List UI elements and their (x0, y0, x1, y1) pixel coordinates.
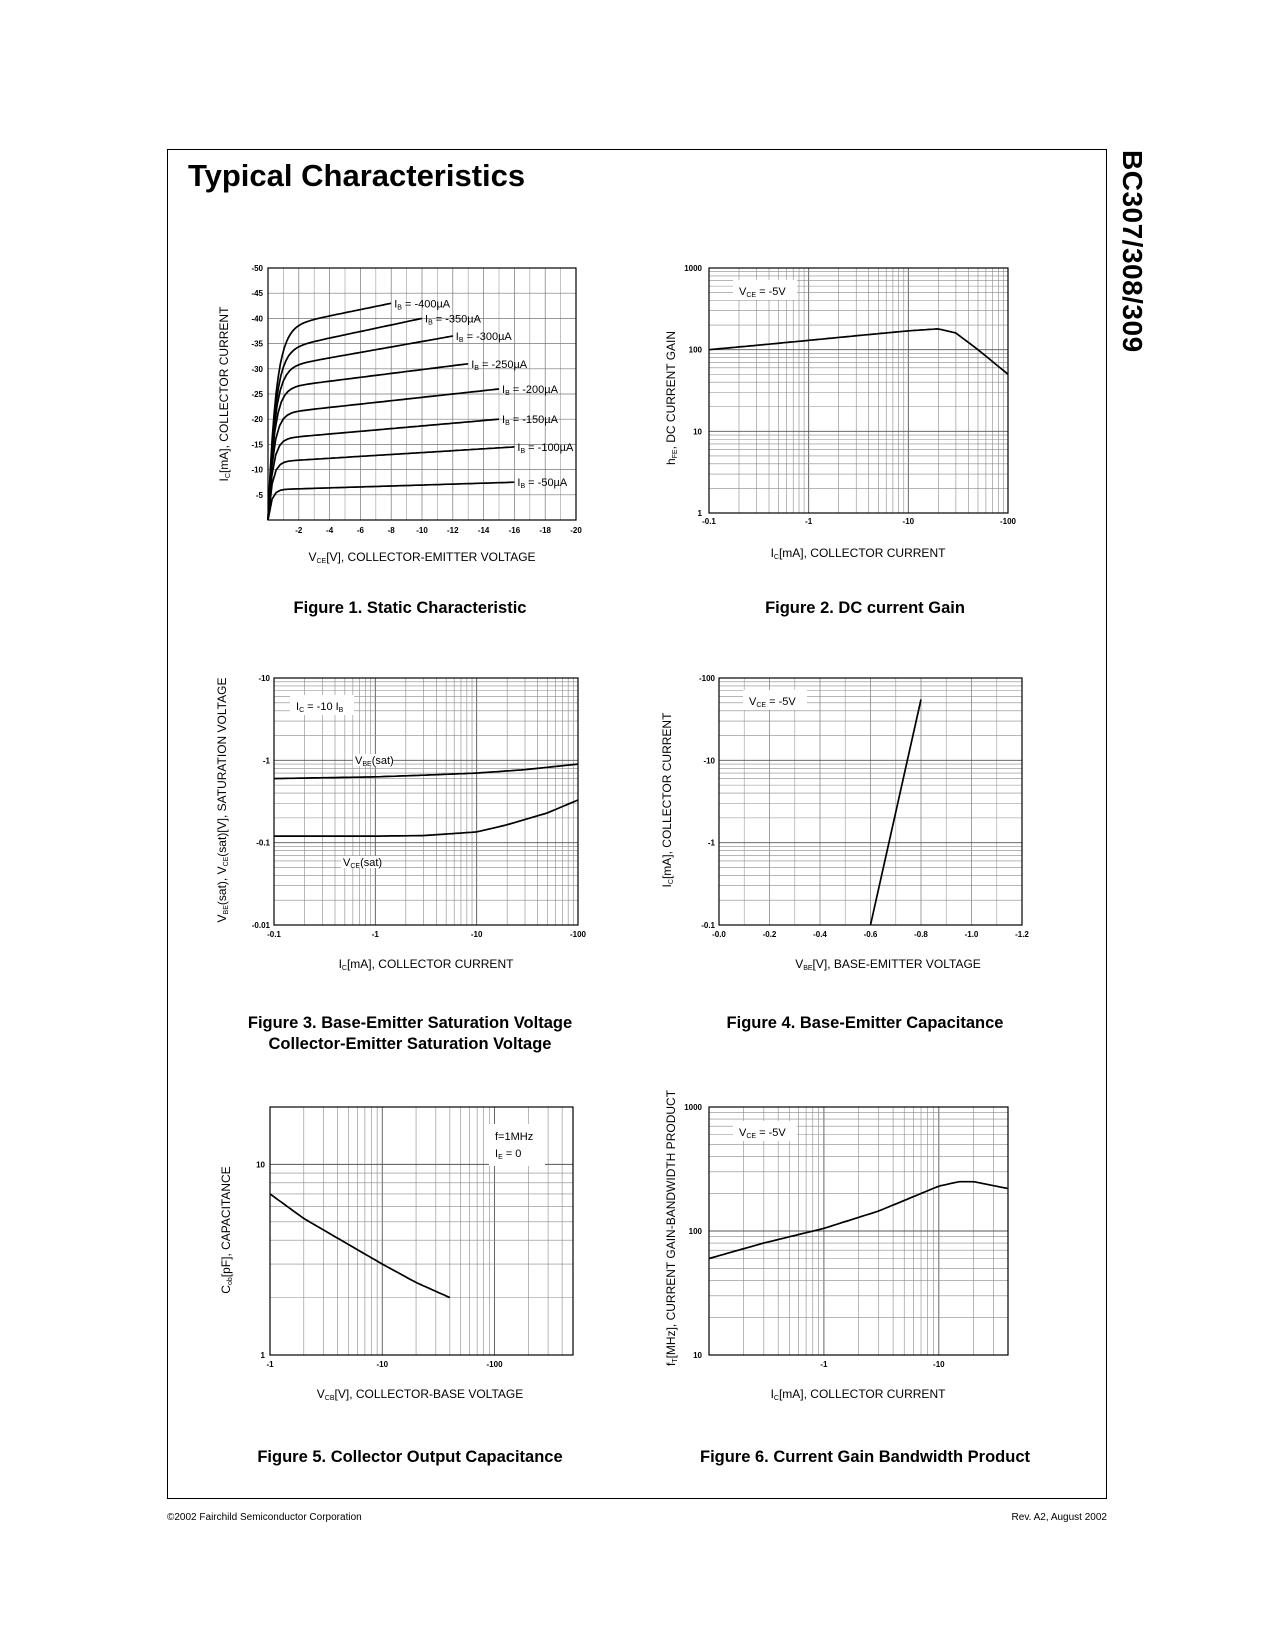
y-axis-label: VBE(sat), VCE(sat)[V], SATURATION VOLTAGE (215, 677, 230, 923)
x-tick-label: -0.6 (863, 930, 878, 939)
curve-label-ib: IB = -250µA (471, 358, 528, 372)
y-tick-label: -45 (251, 289, 263, 299)
x-tick-label: -2 (295, 526, 303, 535)
x-tick-label: -10 (902, 517, 915, 526)
curve-label-ib: IB = -200µA (502, 383, 558, 397)
footer-copyright: ©2002 Fairchild Semiconductor Corporation (167, 1512, 362, 1523)
x-tick-label: -14 (477, 526, 490, 535)
x-tick-label: -10 (376, 1360, 389, 1369)
x-tick-label: -100 (486, 1360, 503, 1369)
x-axis-label: IC[mA], COLLECTOR CURRENT (770, 1387, 946, 1402)
x-tick-label: -20 (570, 526, 582, 535)
y-tick-label: -15 (251, 440, 263, 450)
x-tick-label: -16 (508, 526, 521, 535)
y-tick-label: -1 (707, 838, 715, 848)
y-axis-label: Cob[pF], CAPACITANCE (219, 1166, 234, 1294)
y-tick-label: 10 (693, 1351, 702, 1360)
x-axis-label: IC[mA], COLLECTOR CURRENT (770, 546, 946, 561)
y-axis-label: fT[MHz], CURRENT GAIN-BANDWIDTH PRODUCT (664, 1089, 679, 1367)
x-tick-label: -4 (326, 526, 334, 535)
y-tick-label: 1 (260, 1351, 265, 1360)
curve-label-ib: IB = -100µA (517, 441, 574, 455)
x-tick-label: -0.4 (813, 930, 827, 939)
y-tick-label: -10 (703, 756, 715, 766)
part-number-sidebar: BC307/308/309 (1117, 150, 1148, 353)
x-tick-label: -1 (820, 1360, 828, 1369)
x-tick-label: -18 (539, 526, 551, 535)
y-tick-label: -0.01 (251, 921, 270, 930)
x-tick-label: -0.1 (267, 930, 281, 939)
curve-label-ib: IB = -150µA (502, 414, 558, 427)
x-tick-label: -0.2 (762, 930, 777, 939)
curve-label-vbe-sat: VBE(sat) (355, 755, 394, 768)
y-tick-label: -35 (251, 339, 263, 349)
figure-4-caption: Figure 4. Base-Emitter Capacitance (726, 1014, 1004, 1032)
y-axis-label: hFE, DC CURRENT GAIN (664, 330, 679, 466)
y-tick-label: -5 (255, 490, 263, 500)
x-tick-label: -12 (447, 526, 459, 535)
curve-label-ib: IB = -350µA (425, 313, 481, 327)
y-tick-label: 1 (697, 509, 702, 518)
x-tick-label: -10 (416, 526, 428, 535)
x-axis-label: VBE[V], BASE-EMITTER VOLTAGE (795, 957, 981, 972)
annotation-vce: VCE = -5V (749, 696, 796, 709)
x-tick-label: -0.0 (712, 930, 726, 939)
figure-1-caption: Figure 1. Static Characteristic (293, 599, 527, 617)
y-tick-label: -20 (251, 415, 263, 425)
y-tick-label: -40 (251, 314, 263, 324)
curve-label-ib: IB = -400µA (394, 298, 451, 312)
y-tick-label: -0.1 (701, 921, 715, 930)
figure-5-caption: Figure 5. Collector Output Capacitance (257, 1448, 563, 1466)
annotation-frequency: f=1MHz (495, 1131, 534, 1143)
curve-label-ib: IB = -50µA (517, 477, 568, 490)
figure-2-caption: Figure 2. DC current Gain (765, 599, 965, 617)
y-tick-label: 1000 (684, 264, 702, 273)
y-tick-label: 10 (693, 427, 702, 437)
y-tick-label: -10 (258, 674, 270, 683)
annotation-ic-ib: IC = -10 IB (296, 701, 344, 714)
x-axis-label: VCB[V], COLLECTOR-BASE VOLTAGE (316, 1387, 524, 1402)
x-axis-label: IC[mA], COLLECTOR CURRENT (338, 957, 514, 972)
curve-label-vce-sat: VCE(sat) (343, 857, 383, 870)
figure-3-caption (190, 1013, 630, 1055)
page-title: Typical Characteristics (188, 158, 526, 193)
y-tick-label: 100 (688, 1227, 702, 1236)
x-tick-label: -1.0 (964, 930, 979, 939)
y-axis-label: IC[mA], COLLECTOR CURRENT (217, 306, 232, 482)
figure-3-caption-line2: Collector-Emitter Saturation Voltage (268, 1035, 552, 1053)
x-tick-label: -8 (387, 526, 395, 535)
y-tick-label: 100 (688, 345, 702, 355)
x-tick-label: -1.2 (1015, 930, 1029, 939)
x-tick-label: -10 (470, 930, 483, 939)
y-tick-label: -100 (698, 674, 715, 683)
annotation-vce: VCE = -5V (739, 1127, 786, 1140)
x-axis-label: VCE[V], COLLECTOR-EMITTER VOLTAGE (308, 550, 536, 565)
x-tick-label: -1 (371, 930, 379, 939)
y-tick-label: -1 (262, 756, 270, 766)
y-tick-label: -50 (251, 264, 263, 273)
annotation-vce: VCE = -5V (739, 286, 786, 299)
x-tick-label: -1 (805, 517, 813, 526)
y-tick-label: -30 (251, 364, 263, 374)
x-tick-label: -100 (569, 930, 587, 939)
footer-revision: Rev. A2, August 2002 (1011, 1512, 1107, 1523)
curve-label-ib: IB = -300µA (455, 331, 512, 344)
annotation-ie: IE = 0 (495, 1148, 522, 1161)
x-tick-label: -10 (933, 1360, 945, 1369)
x-tick-label: -1 (266, 1360, 274, 1369)
figure-3-caption-line1: Figure 3. Base-Emitter Saturation Voltage (247, 1014, 573, 1032)
y-tick-label: -10 (251, 465, 263, 475)
x-tick-label: -0.1 (702, 517, 716, 526)
y-tick-label: 10 (256, 1160, 265, 1170)
y-tick-label: 1000 (684, 1103, 702, 1112)
x-tick-label: -6 (356, 526, 364, 535)
y-tick-label: -0.1 (256, 838, 270, 848)
x-tick-label: -100 (999, 517, 1017, 526)
x-tick-label: -0.8 (914, 930, 928, 939)
y-axis-label: IC[mA], COLLECTOR CURRENT (660, 712, 675, 888)
figure-6-caption: Figure 6. Current Gain Bandwidth Product (699, 1448, 1031, 1466)
y-tick-label: -25 (251, 390, 263, 399)
